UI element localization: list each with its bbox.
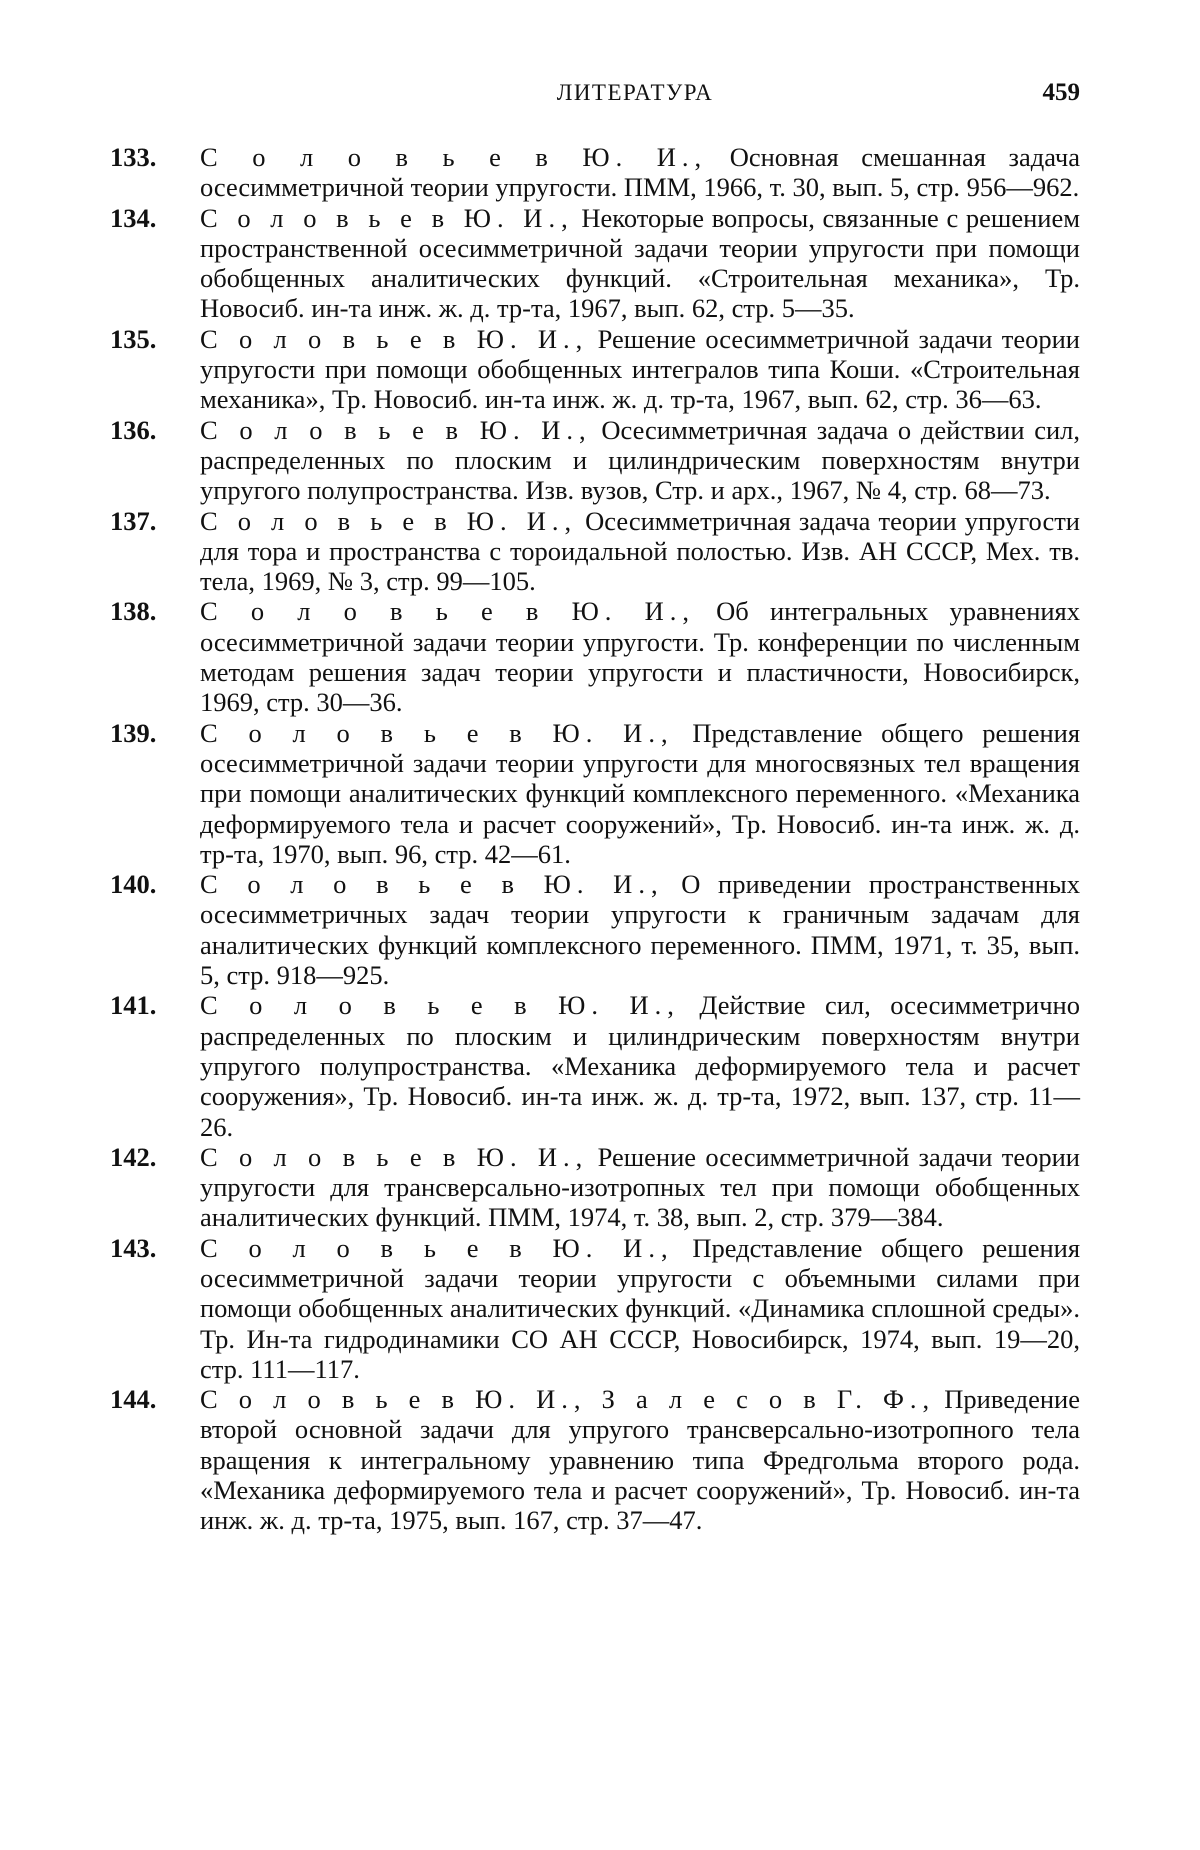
running-head — [190, 76, 1080, 110]
running-title: ЛИТЕРАТУРА — [556, 80, 714, 105]
reference-text: Представление общего решения осесимметричной задачи теории упругости с объемными силами при помощи обобщенных аналитических функций. «Динамика сплошной среды». Тр. Ин-та гидродинамики СО АН СССР, Новосибирск, 1974, вып. 19—20, стр. 111—117. — [200, 1232, 1081, 1384]
reference-number: 142. — [110, 1141, 157, 1172]
reference-entry — [110, 869, 1080, 990]
reference-entry — [110, 1142, 1080, 1233]
reference-number: 139. — [110, 717, 157, 748]
reference-number: 137. — [110, 505, 157, 536]
reference-entry — [110, 1384, 1080, 1535]
reference-text: Осесимметричная задача теории упругости для тора и пространства с тороидальной полостью. Изв. АН СССР, Мех. тв. тела, 1969, № 3, стр. 99—105. — [200, 505, 1080, 597]
reference-text: Представление общего решения осесимметричной задачи теории упругости для многосвязных тел вращения при помощи аналитических функций комплексного переменного. «Механика деформируемого тела и расчет сооружений», Тр. Новосиб. ин-та инж. ж. д. тр-та, 1970, вып. 96, стр. 42—61. — [200, 717, 1081, 869]
reference-authors: С о л о в ь е в Ю. И., З а л е с о в Г. Ф., — [200, 1384, 936, 1415]
reference-number: 140. — [110, 869, 157, 900]
reference-number: 133. — [110, 142, 157, 172]
reference-authors: С о л о в ь е в Ю. И., — [200, 323, 589, 354]
reference-authors: С о л о в ь е в Ю. И., — [200, 505, 578, 536]
reference-number: 136. — [110, 414, 157, 445]
reference-text: Действие сил, осесимметрично распределенных по плоским и цилиндрическим поверхностям внутри упругого полупространства. «Механика деформируемого тела и расчет сооружения», Тр. Новосиб. ин-та инж. ж. д. тр-та, 1972, вып. 137, стр. 11—26. — [200, 990, 1080, 1142]
reference-authors: С о л о в ь е в Ю. И., — [200, 142, 708, 172]
reference-entry — [110, 142, 1080, 203]
reference-authors: С о л о в ь е в Ю. И., — [200, 596, 695, 627]
reference-authors: С о л о в ь е в Ю. И., — [200, 202, 574, 233]
reference-entry — [110, 1233, 1080, 1384]
reference-authors: С о л о в ь е в Ю. И., — [200, 869, 664, 900]
reference-entry — [110, 990, 1080, 1141]
reference-text: Приведение второй основной задачи для упругого трансверсально-изотропного тела вращения к интегральному уравнению типа Фредгольма второго рода. «Механика деформируемого тела и расчет сооружений», Тр. Новосиб. ин-та инж. ж. д. тр-та, 1975, вып. 167, стр. 37—47. — [200, 1384, 1080, 1536]
reference-authors: С о л о в ь е в Ю. И., — [200, 717, 674, 748]
reference-entry — [110, 506, 1080, 597]
reference-authors: С о л о в ь е в Ю. И., — [200, 1141, 589, 1172]
reference-entry — [110, 203, 1080, 324]
reference-authors: С о л о в ь е в Ю. И., — [200, 990, 680, 1021]
reference-number: 141. — [110, 990, 157, 1021]
reference-number: 135. — [110, 323, 157, 354]
reference-number: 138. — [110, 596, 157, 627]
reference-entry — [110, 324, 1080, 415]
reference-text: Основная смешанная задача осесимметричной теории упругости. ПММ, 1966, т. 30, вып. 5, стр. 956—962. — [200, 142, 1080, 203]
reference-entry — [110, 718, 1080, 869]
reference-authors: С о л о в ь е в Ю. И., — [200, 414, 592, 445]
reference-text: Некоторые вопросы, связанные с решением пространственной осесимметричной задачи теории упругости при помощи обобщенных аналитических функций. «Строительная механика», Тр. Новосиб. ин-та инж. ж. д. тр-та, 1967, вып. 62, стр. 5—35. — [200, 202, 1080, 324]
reference-entry — [110, 415, 1080, 506]
reference-number: 134. — [110, 202, 157, 233]
reference-number: 143. — [110, 1232, 157, 1263]
reference-list — [110, 142, 1080, 1536]
reference-number: 144. — [110, 1384, 157, 1415]
reference-authors: С о л о в ь е в Ю. И., — [200, 1232, 674, 1263]
reference-entry — [110, 596, 1080, 717]
reference-text: О приведении пространственных осесимметричных задач теории упругости к граничным задачам для аналитических функций комплексного переменного. ПММ, 1971, т. 35, вып. 5, стр. 918—925. — [200, 869, 1080, 991]
reference-text: Осесимметричная задача о действии сил, распределенных по плоским и цилиндрическим поверхностям внутри упругого полупространства. Изв. вузов, Стр. и арх., 1967, № 4, стр. 68—73. — [200, 414, 1080, 506]
page-number: 459 — [1042, 79, 1080, 106]
reference-text: Решение осесимметричной задачи теории упругости для трансверсально-изотропных тел при помощи обобщенных аналитических функций. ПММ, 1974, т. 38, вып. 2, стр. 379—384. — [200, 1141, 1080, 1233]
reference-text: Об интегральных уравнениях осесимметричной задачи теории упругости. Тр. конференции по численным методам решения задач теории упругости и пластичности, Новосибирск, 1969, стр. 30—36. — [200, 596, 1080, 718]
reference-text: Решение осесимметричной задачи теории упругости при помощи обобщенных интегралов типа Коши. «Строительная механика», Тр. Новосиб. ин-та инж. ж. д. тр-та, 1967, вып. 62, стр. 36—63. — [200, 323, 1080, 415]
